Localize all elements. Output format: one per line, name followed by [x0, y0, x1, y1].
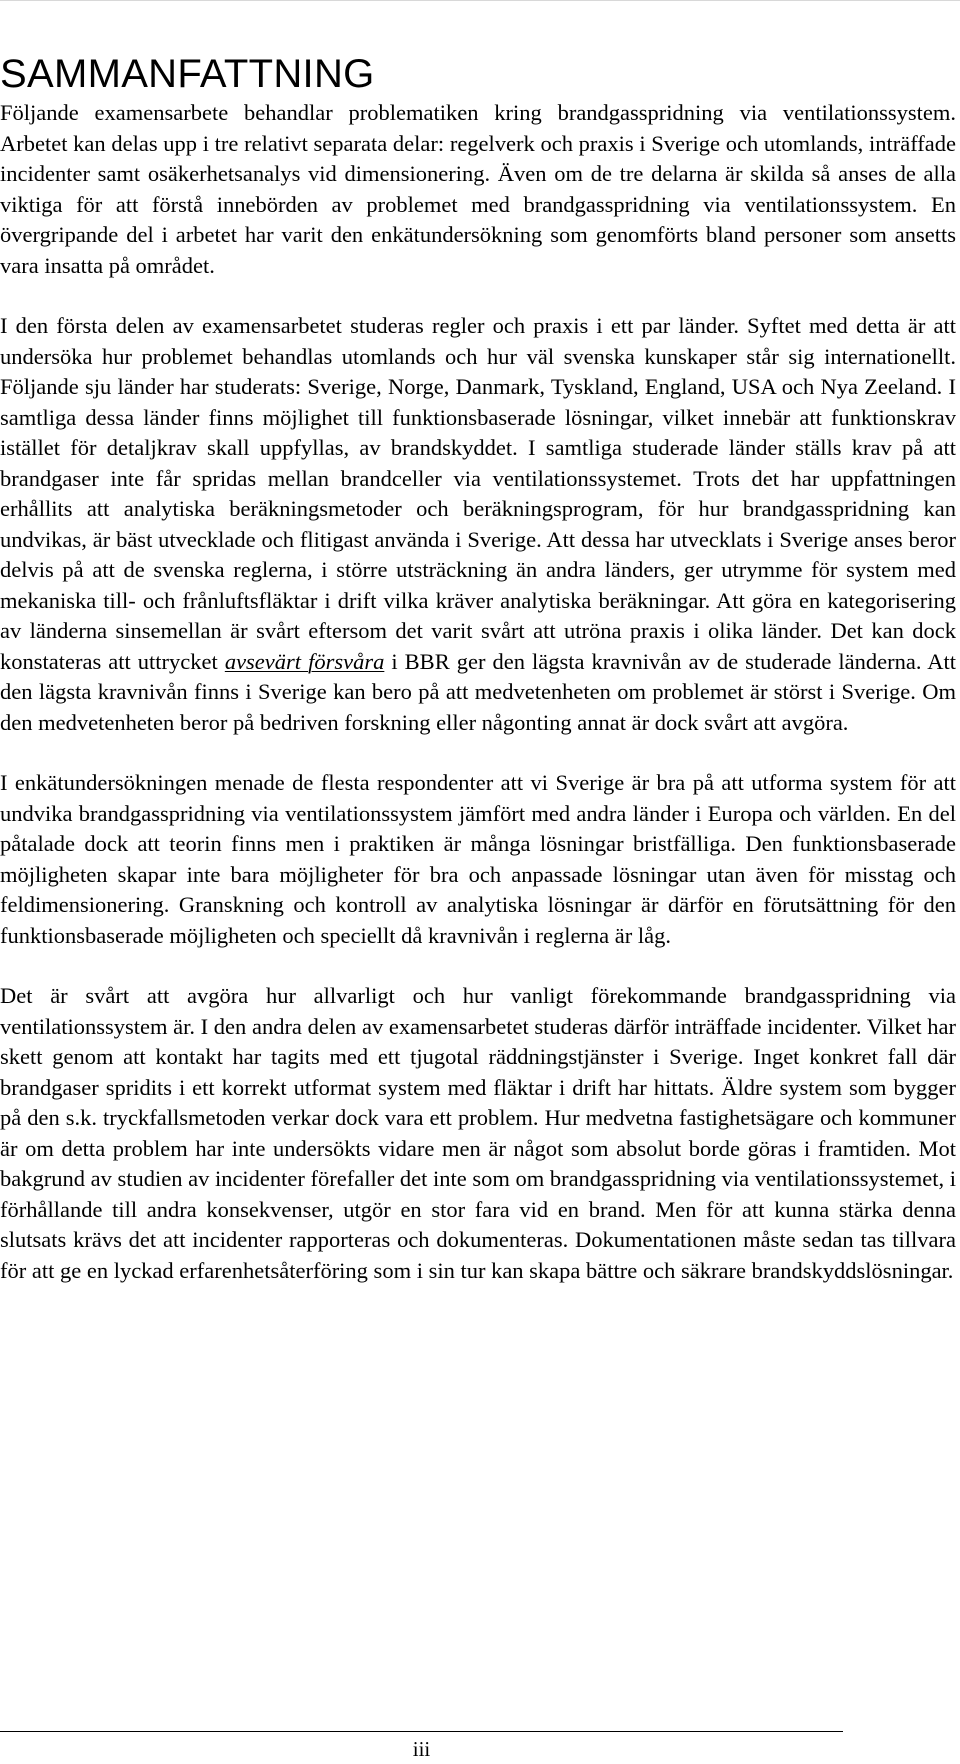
footer-rule [0, 1731, 843, 1732]
top-edge-rule [0, 0, 960, 1]
document-page [0, 50, 956, 1286]
section-title: SAMMANFATTNING [0, 52, 375, 96]
paragraph-intro: Följande examensarbete behandlar problematiken kring brandgasspridning via ventilationssystem. Arbetet kan delas upp i tre relativt separata delar: regelverk och praxis i Sverige och utomlands, inträffade incidenter samt osäkerhetsanalys vid dimensionering. Även om de tre delarna är skilda så anses de alla viktiga för att förstå innebörden av problemet med brandgasspridning via ventilationssystem. En övergripande del i arbetet har varit den enkätundersökning som genomförts bland personer som ansetts vara insatta på området. [0, 100, 956, 278]
emphasized-phrase: avsevärt försvåra [224, 648, 385, 674]
paragraph-regulations [0, 311, 956, 738]
page-number: iii [412, 1737, 431, 1761]
paragraph-regulations-text-start: I den första delen av examensarbetet studeras regler och praxis i ett par länder. Syftet med detta är att undersöka hur problemet behandlas utomlands och hur väl svenska kunskaper står sig internationellt. Följande sju länder har studerats: Sverige, Norge, Danmark, Tyskland, England, USA och Nya Zeeland. I samtliga dessa länder finns möjlighet till funktionsbaserade lösningar, vilket innebär att funktionskrav istället för detaljkrav skall uppfyllas, av brandskyddet. I samtliga studerade länder ställs krav på att brandgaser inte får spridas mellan brandceller via ventilationssystemet. Trots det har uppfattningen erhållits att analytiska beräkningsmetoder och beräkningsprogram, för hur brandgasspridning kan undvikas, är bäst utvecklade och flitigast använda i Sverige. Att dessa har utvecklats i Sverige anses beror delvis på att de svenska reglerna, i större utsträckning än andra länders, ger utrymme för system med mekaniska till- och frånluftsfläktar i drift vilka kräver analytiska beräkningar. Att göra en kategorisering av länderna sinsemellan är svårt eftersom det varit svårt att utröna praxis i olika länder. Det kan dock konstateras att uttrycket [0, 313, 956, 674]
paragraph-incidents: Det är svårt att avgöra hur allvarligt och hur vanligt förekommande brandgasspridning via ventilationssystem är. I den andra delen av examensarbetet studeras därför inträffade incidenter. Vilket har skett genom att kontakt har tagits med ett tjugotal räddningstjänster i Sverige. Inget konkret fall där brandgaser spridits i ett korrekt utformat system med fläktar i drift har hittats. Äldre system som bygger på den s.k. tryckfallsmetoden verkar dock vara ett problem. Hur medvetna fastighetsägare och kommuner är om detta problem har inte undersökts vidare men är något som absolut borde göras i framtiden. Mot bakgrund av studien av incidenter förefaller det inte som om brandgasspridning via ventilationssystemet, i förhållande till andra konsekvenser, utgör en stor fara vid en brand. Men för att kunna stärka denna slutsats krävs det att incidenter rapporteras och dokumenteras. Dokumentationen måste sedan tas tillvara för att ge en lyckad erfarenhetsåterföring som i sin tur kan skapa bättre och säkrare brandskyddslösningar. [0, 983, 957, 1283]
paragraph-survey: I enkätundersökningen menade de flesta respondenter att vi Sverige är bra på att utforma system för att undvika brandgasspridning via ventilationssystem jämfört med andra länder i Europa och världen. En del påtalade dock att teorin finns men i praktiken är många lösningar bristfälliga. Den funktionsbaserade möjligheten skapar inte bara möjligheter för bra och anpassade lösningar utan även för misstag och feldimensionering. Granskning och kontroll av analytiska lösningar är därför en förutsättning för den funktionsbaserade möjligheten och speciellt då kravnivån i reglerna är låg. [0, 770, 956, 948]
paragraph-regulations-text-end: i BBR ger den lägsta kravnivån av de studerade länderna. Att den lägsta kravnivån finns i Sverige kan bero på att medvetenheten om problemet är störst i Sverige. Om den medvetenheten beror på bedriven forskning eller någonting annat är dock svårt att avgöra. [0, 648, 956, 735]
